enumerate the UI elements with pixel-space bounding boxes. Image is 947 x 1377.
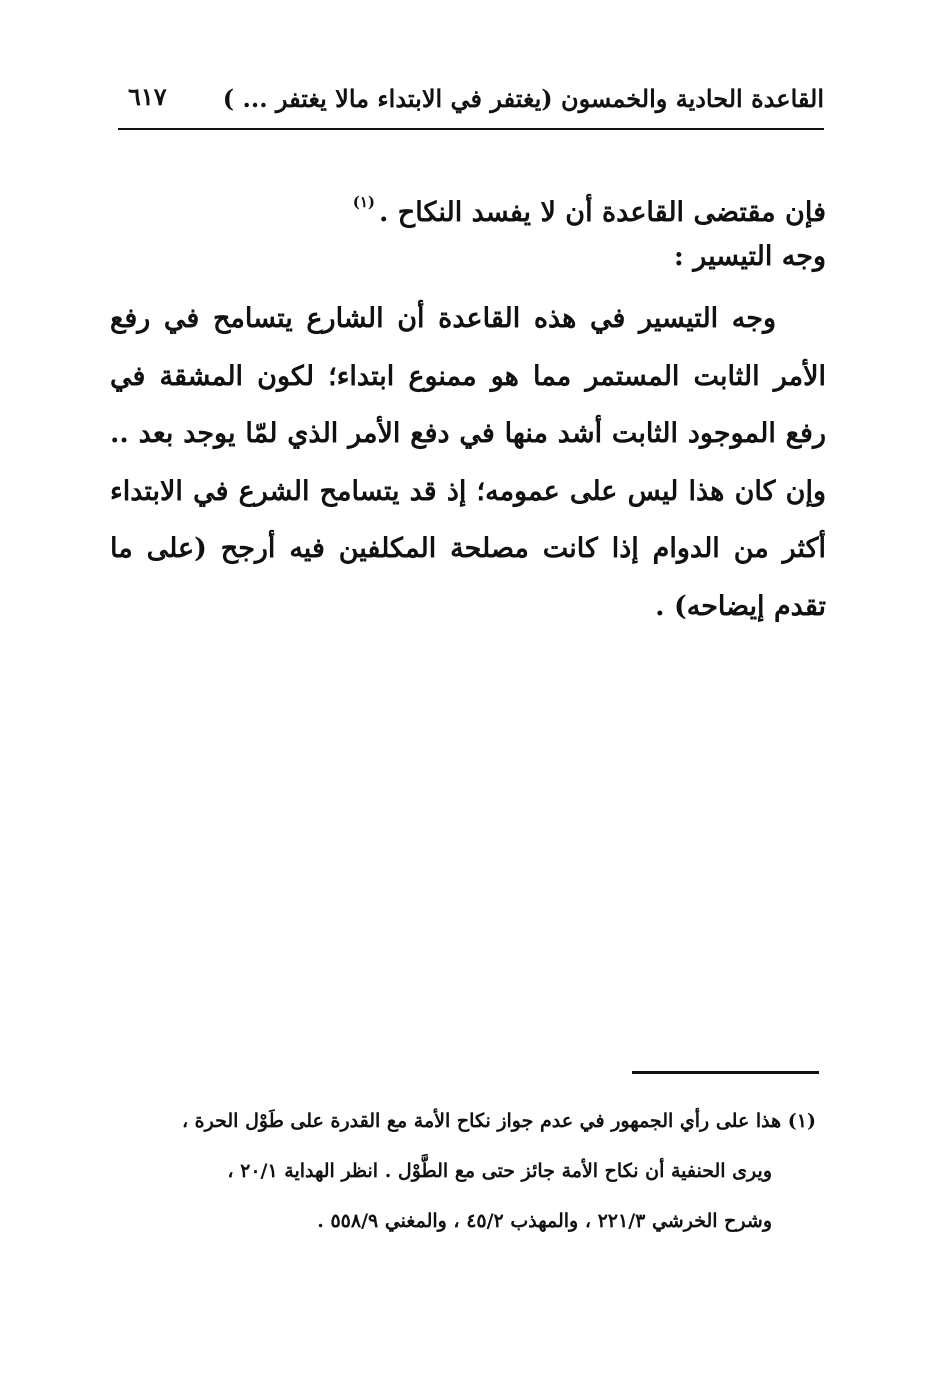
page-header bbox=[118, 78, 824, 124]
page-number: ٦١٧ bbox=[128, 82, 167, 111]
footnote bbox=[110, 1096, 816, 1246]
opening-line bbox=[110, 172, 826, 232]
footnote-line-3: وشرح الخرشي ٢٢١/٣ ، والمهذب ٤٥/٢ ، والمغني ٥٥٨/٩ . bbox=[317, 1210, 772, 1232]
main-text bbox=[110, 172, 826, 635]
header-divider bbox=[118, 128, 824, 130]
footnote-divider bbox=[632, 1071, 819, 1074]
footnote-line-1: (١) هذا على رأي الجمهور في عدم جواز نكاح الأمة مع القدرة على طَوْل الحرة ، bbox=[181, 1110, 816, 1132]
footnote-line-2: ويرى الحنفية أن نكاح الأمة جائز حتى مع الطَّوْل . انظر الهداية ٢٠/١ ، bbox=[227, 1160, 772, 1182]
running-title: القاعدة الحادية والخمسون (يغتفر في الابتداء مالا يغتفر ... ) bbox=[222, 84, 824, 113]
opening-sentence: فإن مقتضى القاعدة أن لا يفسد النكاح . bbox=[379, 197, 826, 228]
section-heading: وجه التيسير : bbox=[673, 241, 826, 272]
footnote-reference: (١) bbox=[352, 193, 375, 211]
body-paragraph: وجه التيسير في هذه القاعدة أن الشارع يتسامح في رفع الأمر الثابت المستمر مما هو ممنوع ابتداء؛ لكون المشقة في رفع الموجود الثابت أشد منها في دفع الأمر الذي لمّا يوجد بعد .. وإن كان هذا ليس على عمومه؛ إذ قد يتسامح الشرع في الابتداء أكثر من الدوام إذا كانت مصلحة المكلفين فيه أرجح (على ما تقدم إيضاحه) . bbox=[110, 303, 826, 622]
